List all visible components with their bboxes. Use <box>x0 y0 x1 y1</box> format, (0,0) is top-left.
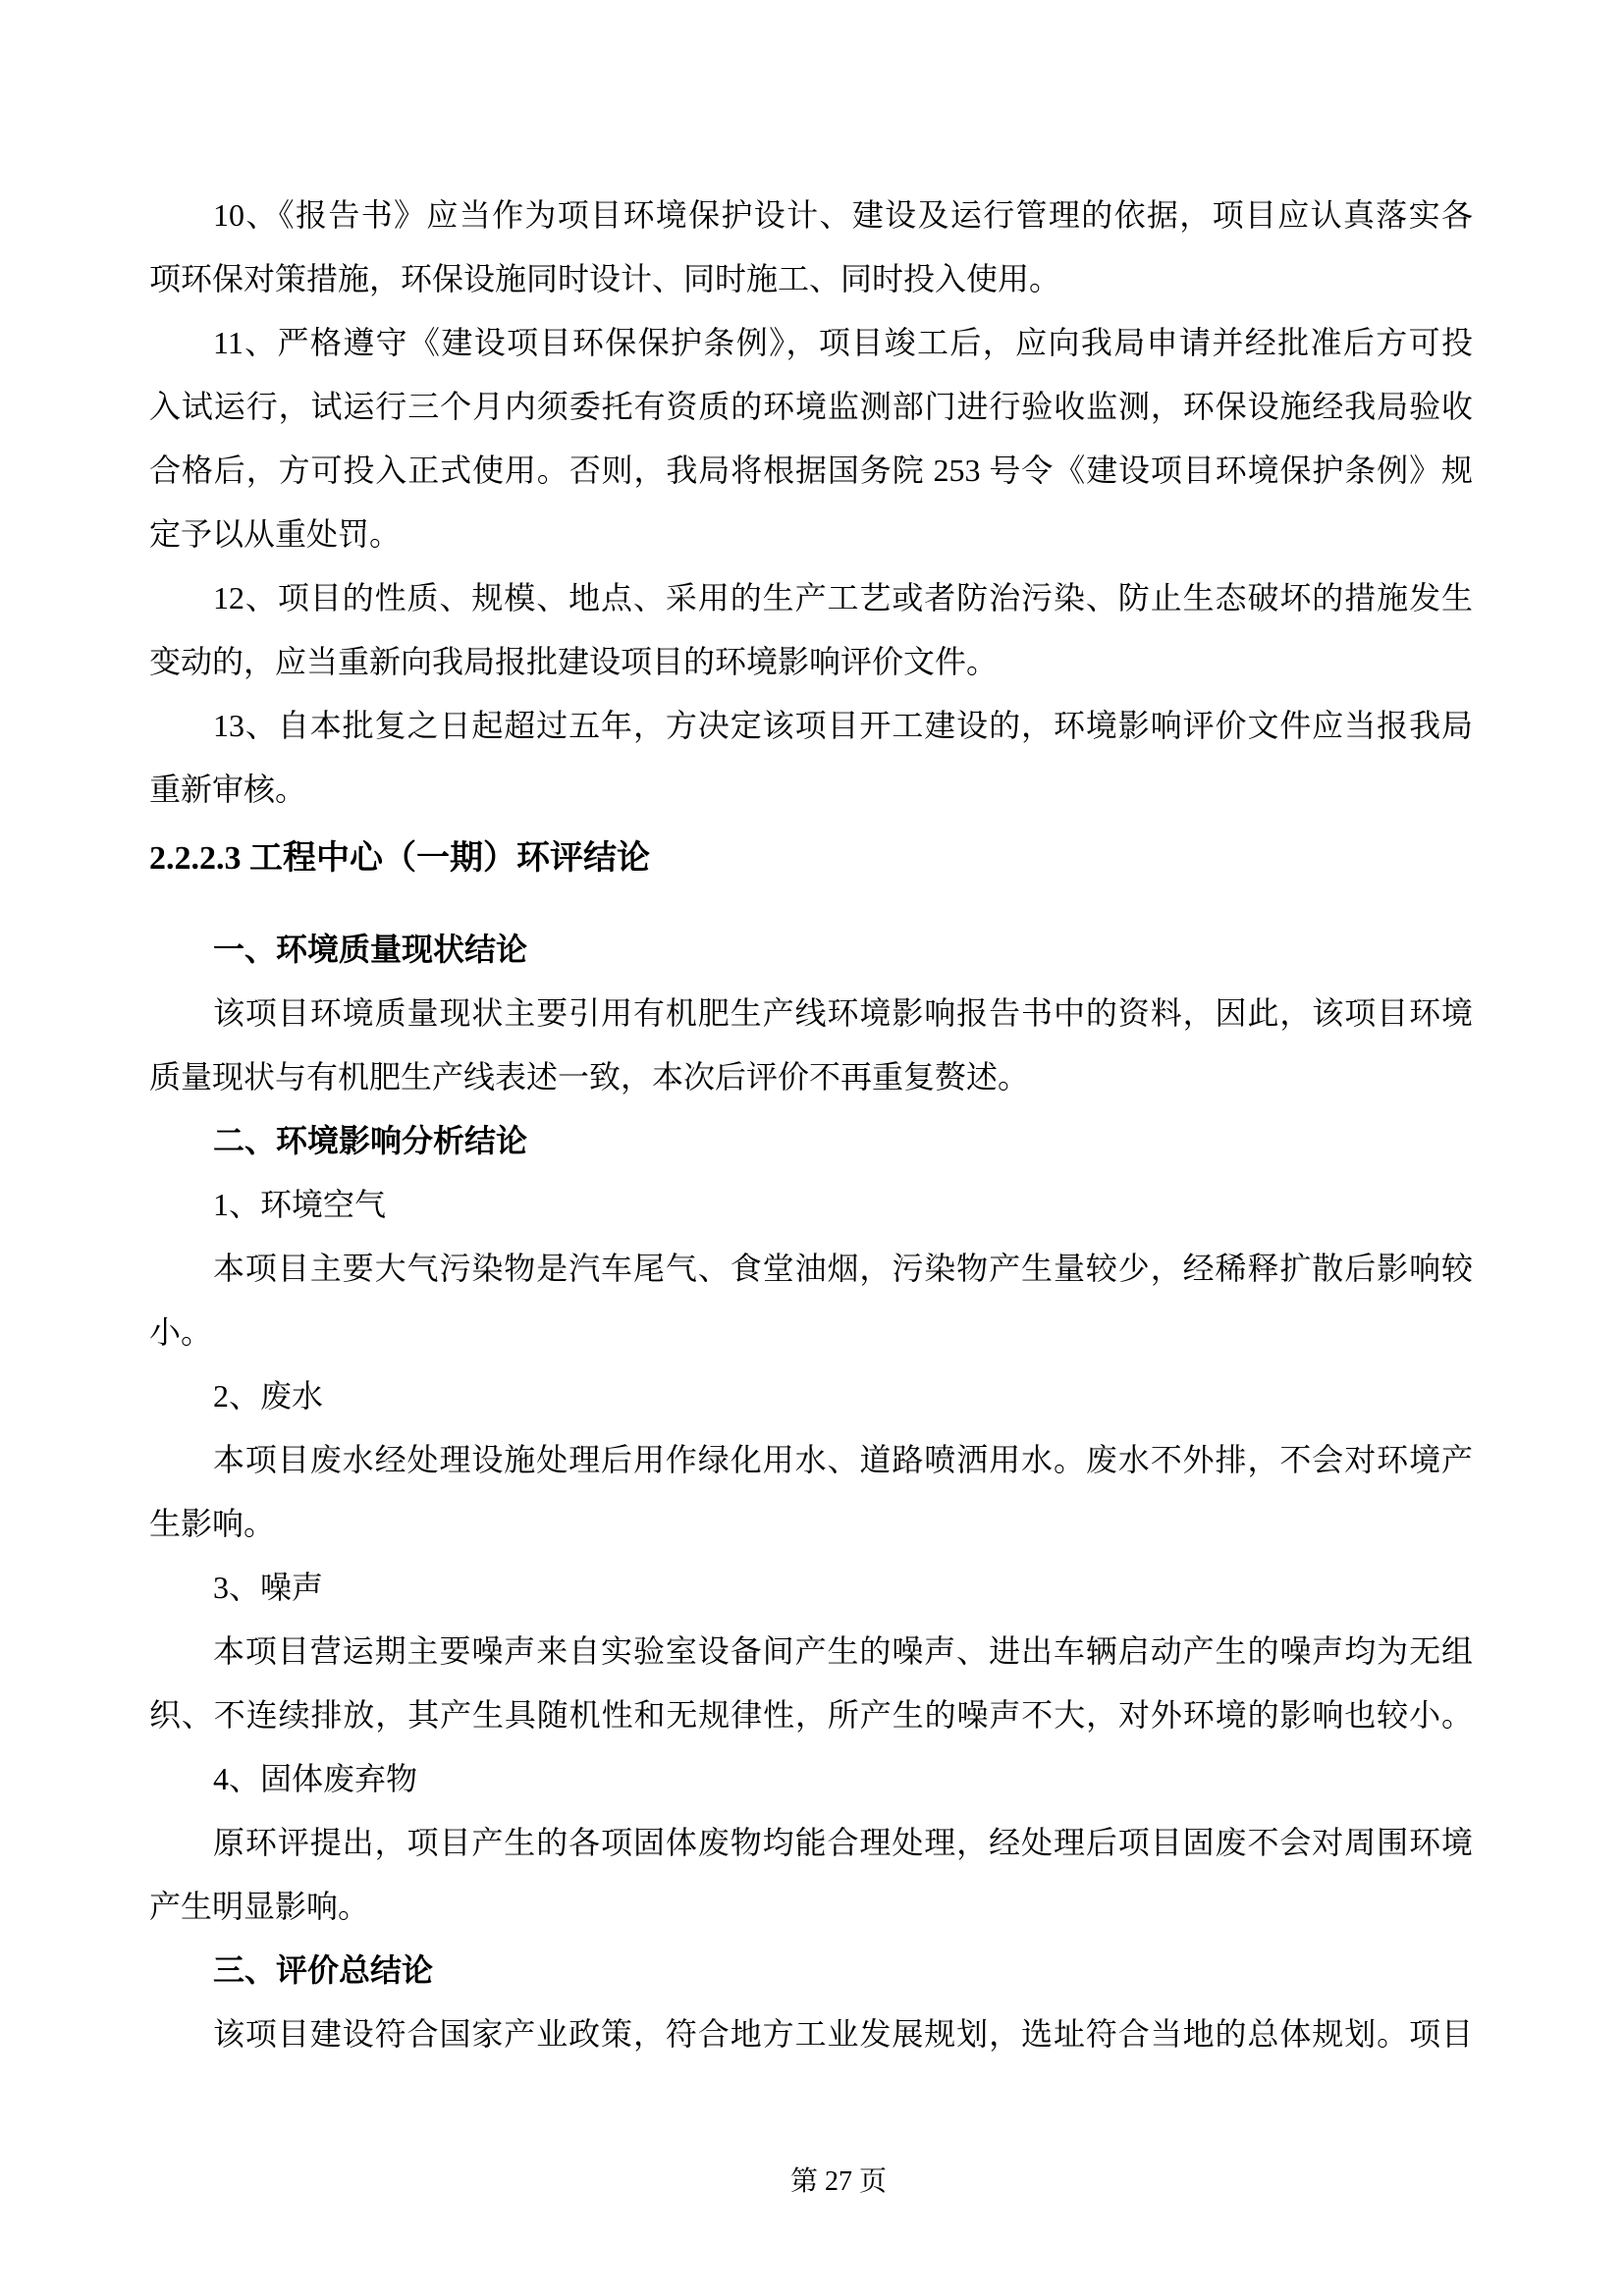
text-line: 项环保对策措施，环保设施同时设计、同时施工、同时投入使用。 <box>149 261 1061 296</box>
text-line: 本项目废水经处理设施处理后用作绿化用水、道路喷洒用水。废水不外排，不会对环境产 <box>213 1442 1473 1477</box>
text-line: 该项目环境质量现状主要引用有机肥生产线环境影响报告书中的资料，因此，该项目环境 <box>213 995 1473 1031</box>
text-line: 重新审核。 <box>149 772 307 807</box>
list-item-line: 3、噪声 <box>213 1570 324 1605</box>
text-line: 生影响。 <box>149 1506 276 1541</box>
list-item-line: 4、固体废弃物 <box>213 1761 418 1796</box>
page-footer <box>0 2150 1624 2214</box>
text-line: 产生明显影响。 <box>149 1889 370 1924</box>
text-line: 质量现状与有机肥生产线表述一致，本次后评价不再重复赘述。 <box>149 1059 1030 1095</box>
text-line: 13、自本批复之日起超过五年，方决定该项目开工建设的，环境影响评价文件应当报我局 <box>213 708 1473 743</box>
text-line: 合格后，方可投入正式使用。否则，我局将根据国务院 253 号令《建设项目环境保护条例》规 <box>149 453 1473 488</box>
text-line: 原环评提出，项目产生的各项固体废物均能合理处理，经处理后项目固废不会对周围环境 <box>213 1825 1473 1860</box>
text-line: 12、项目的性质、规模、地点、采用的生产工艺或者防治污染、防止生态破坏的措施发生 <box>213 580 1473 615</box>
section-heading: 2.2.2.3 工程中心（一期）环评结论 <box>149 840 650 877</box>
document-content <box>149 184 1473 2066</box>
text-line: 该项目建设符合国家产业政策，符合地方工业发展规划，选址符合当地的总体规划。项目 <box>213 2016 1473 2052</box>
list-item-line: 1、环境空气 <box>213 1187 387 1222</box>
subheading: 三、评价总结论 <box>213 1952 434 1988</box>
subheading: 二、环境影响分析结论 <box>213 1123 528 1158</box>
text-line: 10、《报告书》应当作为项目环境保护设计、建设及运行管理的依据，项目应认真落实各 <box>213 197 1473 233</box>
text-line: 本项目主要大气污染物是汽车尾气、食堂油烟，污染物产生量较少，经稀释扩散后影响较 <box>213 1251 1473 1286</box>
subheading: 一、环境质量现状结论 <box>213 932 528 967</box>
text-line: 定予以从重处罚。 <box>149 516 402 552</box>
page-number: 第 27 页 <box>789 2166 887 2197</box>
text-line: 小。 <box>149 1314 213 1350</box>
text-line: 本项目营运期主要噪声来自实验室设备间产生的噪声、进出车辆启动产生的噪声均为无组 <box>213 1633 1473 1669</box>
text-line: 织、不连续排放，其产生具随机性和无规律性，所产生的噪声不大，对外环境的影响也较小。 <box>149 1697 1473 1733</box>
text-line: 11、严格遵守《建设项目环保保护条例》，项目竣工后，应向我局申请并经批准后方可投 <box>213 325 1473 360</box>
text-line: 入试运行，试运行三个月内须委托有资质的环境监测部门进行验收监测，环保设施经我局验收 <box>149 389 1473 424</box>
list-item-line: 2、废水 <box>213 1378 324 1414</box>
text-line: 变动的，应当重新向我局报批建设项目的环境影响评价文件。 <box>149 644 999 679</box>
